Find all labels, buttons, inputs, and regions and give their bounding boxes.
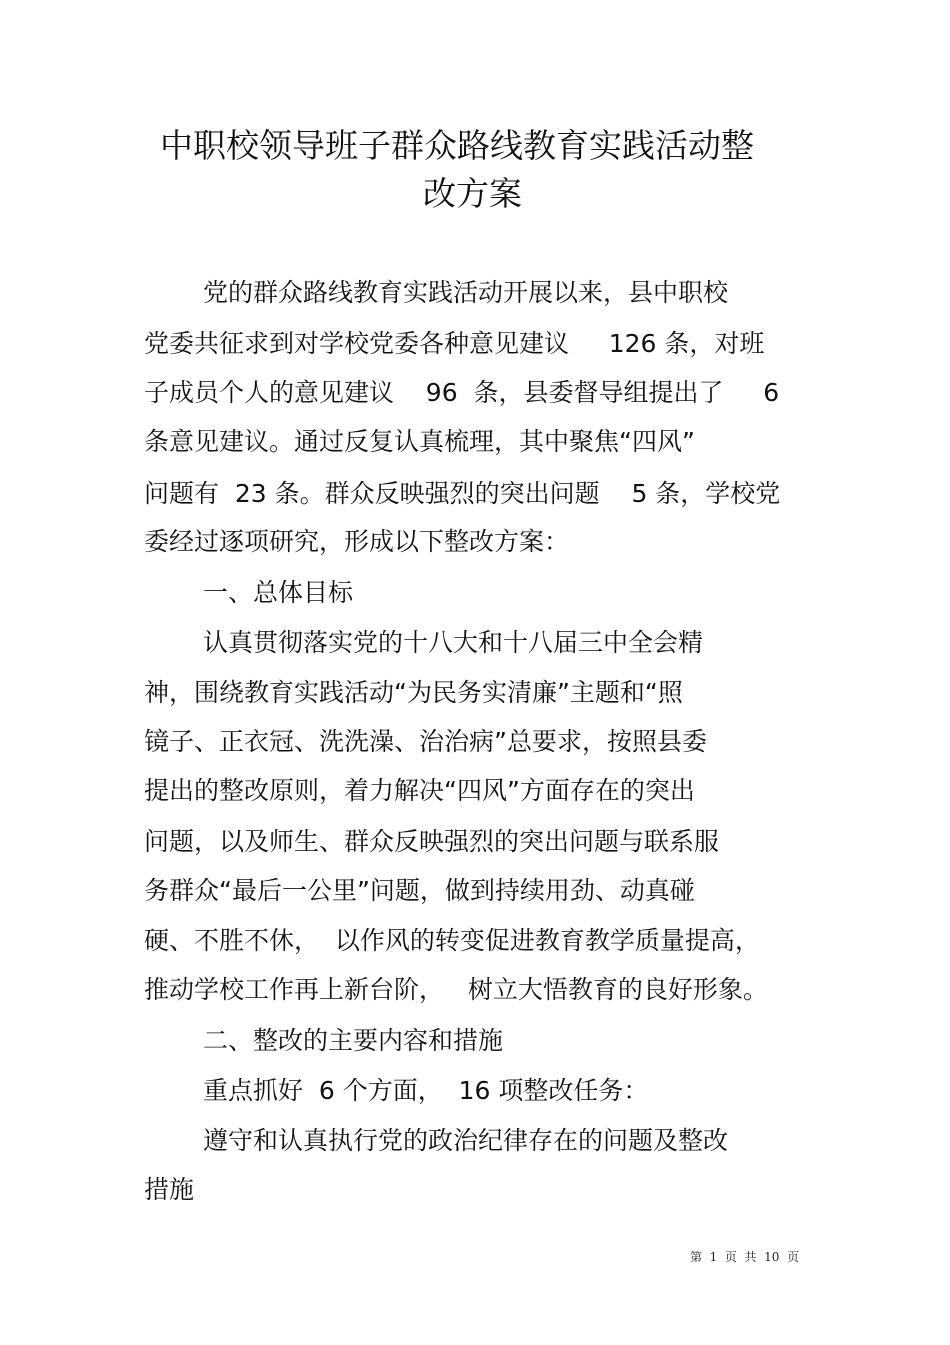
paragraph-line: 提出的整改原则，着力解决“四风”方面存在的突出	[144, 776, 695, 805]
paragraph-line: 硬、不胜不休， 以作风的转变促进教育教学质量提高，	[144, 926, 760, 955]
paragraph-line: 条意见建议。通过反复认真梳理，其中聚焦“四风”	[144, 427, 695, 456]
subsection-heading: 措施	[144, 1175, 195, 1204]
paragraph-line: 推动学校工作再上新台阶， 树立大悟教育的良好形象。	[144, 975, 768, 1004]
paragraph-line: 问题有 23 条。群众反映强烈的突出问题 5 条，学校党	[144, 479, 781, 508]
paragraph-line: 务群众“最后一公里”问题，做到持续用劲、动真碰	[144, 876, 695, 905]
paragraph-line: 委经过逐项研究，形成以下整改方案：	[144, 527, 570, 556]
section-heading: 二、整改的主要内容和措施	[203, 1026, 504, 1055]
paragraph-line: 问题，以及师生、群众反映强烈的突出问题与联系服	[144, 827, 720, 856]
section-heading: 一、总体目标	[203, 578, 354, 607]
document-title-line-2: 改方案	[423, 174, 522, 213]
document-title-line-1: 中职校领导班子群众路线教育实践活动整	[160, 126, 754, 165]
paragraph-line: 子成员个人的意见建议 96 条，县委督导组提出了 6	[144, 378, 780, 407]
paragraph-line: 认真贯彻落实党的十八大和十八届三中全会精	[203, 628, 704, 657]
paragraph-line: 镜子、正衣冠、洗洗澡、治治病”总要求，按照县委	[144, 727, 707, 756]
paragraph-line: 神，围绕教育实践活动“为民务实清廉”主题和“照	[144, 678, 683, 707]
paragraph-line: 重点抓好 6 个方面， 16 项整改任务：	[203, 1076, 649, 1105]
subsection-heading: 遵守和认真执行党的政治纪律存在的问题及整改	[203, 1126, 729, 1155]
paragraph-line: 党委共征求到对学校党委各种意见建议 126 条，对班	[144, 329, 765, 358]
page-number-footer: 第 1 页 共 10 页	[690, 1250, 800, 1264]
paragraph-line: 党的群众路线教育实践活动开展以来，县中职校	[203, 278, 729, 307]
